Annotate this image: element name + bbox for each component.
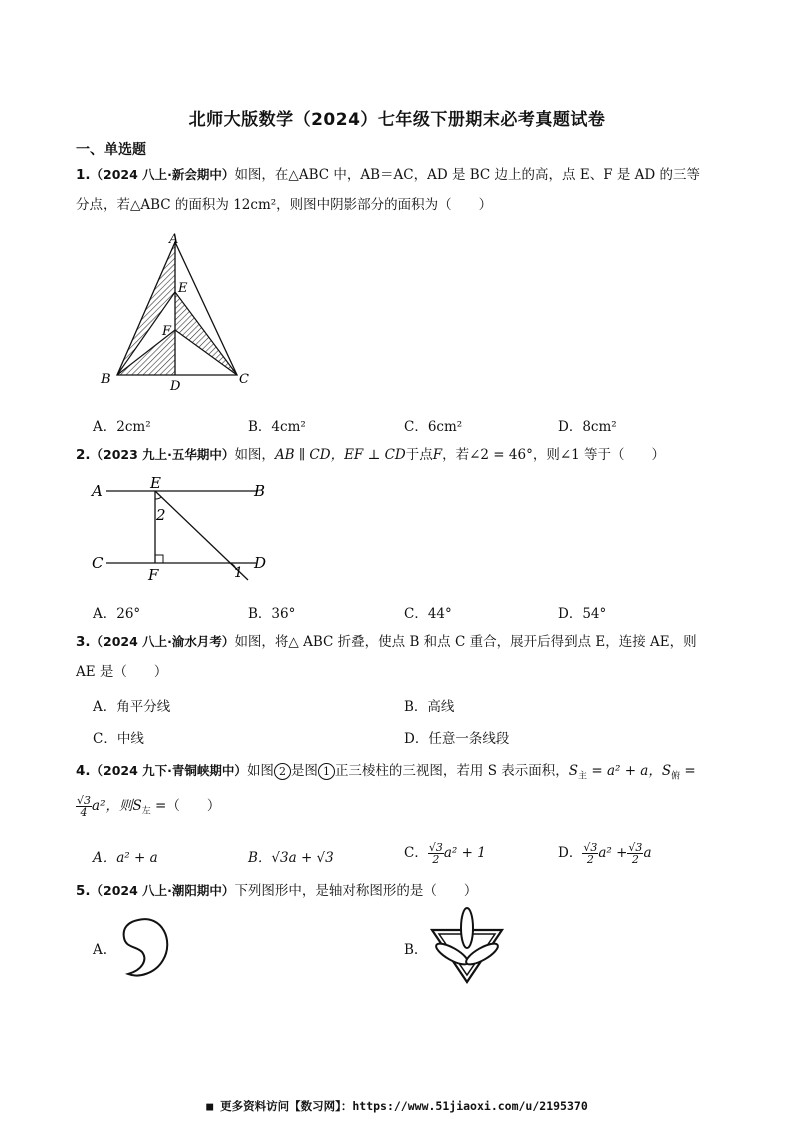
option-b[interactable]: B. [404,942,419,958]
math-expression: =（ ） [150,798,221,814]
point-label: C [239,372,249,387]
option-d[interactable]: D．54° [558,606,607,622]
question-source: （2024 八上·潮阳期中） [90,883,235,898]
question-text: 于点 [405,447,433,463]
point-label: E [178,281,188,296]
triangle-propeller-figure [426,906,508,988]
question-4-line-2 [76,795,726,821]
question-number: 5. [76,883,91,899]
point-label: A [92,482,103,500]
subscript: 俯 [671,771,681,782]
option-a[interactable]: A．a² + a [93,850,158,866]
point-label: C [92,554,104,572]
point-label: F [148,566,159,584]
question-2-line-1 [76,446,726,464]
point-label: B [254,482,266,500]
question-text: 下列图形中，是轴对称图形的是（ ） [234,883,478,899]
question-5-line-1 [76,882,726,900]
option-a[interactable]: A. [93,942,108,958]
question-3-line-2: AE 是（ ） [76,664,168,680]
question-number: 1. [76,167,91,183]
math-condition: AB ∥ CD，EF ⊥ CD [274,447,406,463]
option-d[interactable]: D．8cm² [558,419,617,435]
option-b[interactable]: B．√3a + √3 [248,850,334,866]
option-a[interactable]: A．角平分线 [93,699,171,715]
point-label: A [169,232,179,247]
fraction: $\frac{√3}{2}$ [628,841,643,866]
option-c[interactable]: C．44° [404,606,452,622]
footer-link[interactable]: ■ 更多资料访问【数习网】：https://www.51jiaoxi.com/u/2195370 [206,1099,588,1113]
question-1-line-1 [76,166,726,184]
question-4-line-1 [76,762,726,786]
question-number: 2. [76,447,91,463]
point-label: D [170,379,181,394]
math-expression: = [680,763,696,779]
question-text: 正三棱柱的三视图，若用 S 表示面积， [334,763,569,779]
point-label: F [162,324,172,339]
math-symbol: S [132,798,142,814]
parallel-lines-figure [88,474,278,584]
point-label: B [101,372,111,387]
math-expression: = a² + a， [587,763,662,779]
subscript: 主 [578,771,588,782]
question-text: ，若∠2 = 46°，则∠1 等于（ ） [442,447,666,463]
angle-label: 2 [156,506,166,524]
fraction: $\frac{√3}{4}$ [77,794,92,819]
fraction: $\frac{√3}{2}$ [428,841,443,866]
question-3-line-1 [76,633,726,651]
option-d[interactable]: D． $\frac{√3}{2}$ a² + $\frac{√3}{2}$ a [558,841,652,866]
question-text: 如图 [246,763,274,779]
angle-label: 1 [234,565,243,581]
triangle-figure [95,230,265,395]
option-c[interactable]: C． $\frac{√3}{2}$ a² + 1 [404,841,486,866]
option-a[interactable]: A．26° [93,606,141,622]
question-source: （2024 八上·渝水月考） [90,634,235,649]
subscript: 左 [141,806,151,817]
math-condition: F [432,447,443,463]
point-label: D [254,554,267,572]
question-text: 如图， [234,447,275,463]
option-a[interactable]: A．2cm² [93,419,151,435]
question-number: 4. [76,763,91,779]
comma-shape-figure [118,912,178,982]
question-source: （2024 八上·新会期中） [90,167,235,182]
option-b[interactable]: B．36° [248,606,296,622]
fraction: $\frac{√3}{2}$ [583,841,598,866]
option-d[interactable]: D．任意一条线段 [404,731,510,747]
page-title: 北师大版数学（2024）七年级下册期末必考真题试卷 [188,110,606,130]
question-1-line-2: 分点，若△ABC 的面积为 12cm²，则图中阴影部分的面积为（ ） [76,197,493,213]
question-number: 3. [76,634,91,650]
option-b[interactable]: B．4cm² [248,419,306,435]
circled-number: 1 [318,763,335,780]
question-source: （2024 九下·青铜峡期中） [90,763,247,778]
angle-2-arc [155,497,161,499]
option-b[interactable]: B．高线 [404,699,455,715]
math-expression: a²，则 [92,798,133,814]
right-angle-mark [155,555,163,563]
section-heading: 一、单选题 [76,142,146,158]
question-text: 如图，将△ ABC 折叠，使点 B 和点 C 重合，展开后得到点 E，连接 AE，则 [234,634,697,650]
question-source: （2023 九上·五华期中） [90,447,235,462]
option-c[interactable]: C．中线 [93,731,144,747]
math-symbol: S [661,763,672,779]
math-symbol: S [568,763,579,779]
point-label: E [150,474,161,492]
question-text: 是图 [290,763,318,779]
option-c[interactable]: C．6cm² [404,419,463,435]
question-text: 如图，在△ABC 中，AB＝AC，AD 是 BC 边上的高，点 E、F 是 AD 的三等 [234,167,701,183]
circled-number: 2 [274,763,291,780]
